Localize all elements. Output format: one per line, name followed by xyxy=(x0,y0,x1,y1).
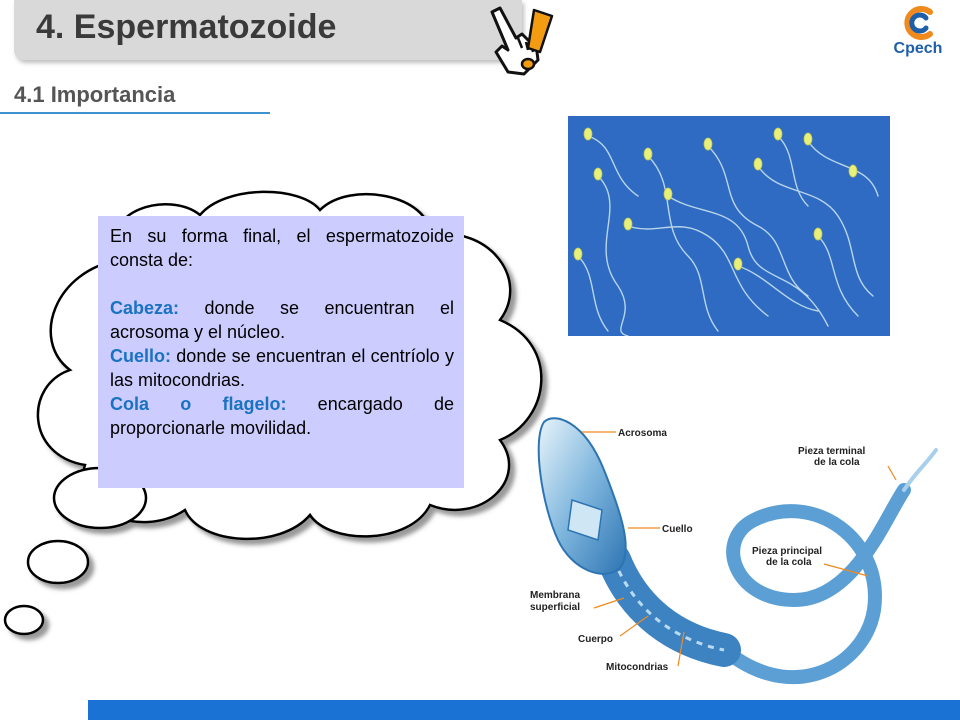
cpech-logo xyxy=(886,4,950,64)
item-cola xyxy=(110,392,454,440)
sperm-microscope-photo xyxy=(568,116,890,336)
label-membrana-2: superficial xyxy=(530,602,581,613)
label-pieza-terminal-1: Pieza terminal xyxy=(798,446,866,457)
section-subtitle: 4.1 Importancia xyxy=(14,82,176,107)
term-cuello: Cuello: xyxy=(110,346,171,366)
subtitle-underline xyxy=(0,112,270,114)
label-pieza-principal-1: Pieza principal xyxy=(752,546,823,557)
desc-cabeza: donde se encuentran el acrosoma y el núcleo. xyxy=(110,298,454,342)
label-pieza-principal-2: de la cola xyxy=(766,557,812,568)
term-cabeza: Cabeza: xyxy=(110,298,180,318)
sperm-anatomy-diagram xyxy=(524,410,960,690)
logo-text: Cpech xyxy=(893,40,943,57)
term-cola: Cola o flagelo: xyxy=(110,394,287,414)
item-cabeza xyxy=(110,296,454,344)
label-cuello: Cuello xyxy=(662,524,693,535)
label-cuerpo: Cuerpo xyxy=(578,634,613,645)
label-pieza-terminal-2: de la cola xyxy=(814,457,860,468)
pointing-hand-icon xyxy=(478,2,558,82)
label-acrosoma: Acrosoma xyxy=(618,428,667,439)
desc-cuello: donde se encuentran el centríolo y las mitocondrias. xyxy=(110,346,454,390)
cpech-logo-icon xyxy=(886,4,950,44)
bottom-accent-bar xyxy=(88,700,960,720)
label-mitocondrias: Mitocondrias xyxy=(606,662,669,673)
description-box xyxy=(98,216,464,488)
desc-cola: encargado de proporcionarle movilidad. xyxy=(110,394,454,438)
label-membrana-1: Membrana xyxy=(530,590,581,601)
intro-text: En su forma final, el espermatozoide consta de: xyxy=(110,226,454,270)
title-bar xyxy=(14,0,522,60)
item-cuello xyxy=(110,344,454,392)
slide-title: 4. Espermatozoide xyxy=(36,8,337,46)
